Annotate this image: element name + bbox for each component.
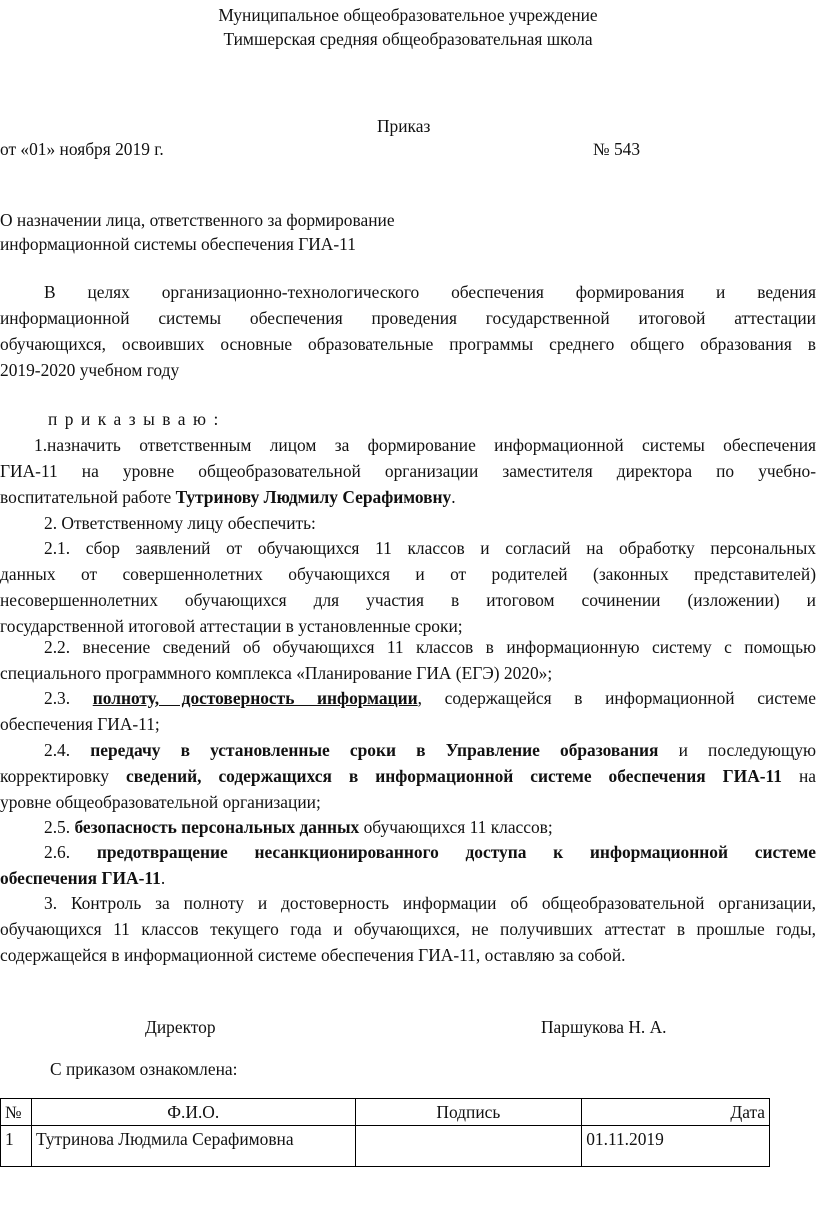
item-line [0,865,816,891]
item-2-2 [0,634,816,686]
preamble-line: информационной системы обеспечения проведения государственной итоговой аттестации [0,308,816,328]
emphasis-text: безопасность персональных данных [74,817,360,837]
item-2-4 [0,737,816,815]
table-header-cell: Ф.И.О. [31,1099,355,1126]
order-date: от «01» ноября 2019 г. [0,139,164,159]
emphasis-text: полноту, достоверность информации [92,688,418,708]
item-text: 2.3. [44,688,93,708]
item-line: несовершеннолетних обучающихся для участия в итоговом сочинении (изложении) и [0,590,816,610]
item-text: . [160,868,166,888]
preamble-line: обучающихся, освоивших основные образовательные программы среднего общего образования в [0,334,816,354]
item-text: 2.4. [44,740,91,760]
emphasis-text: передачу в установленные сроки в Управление образования [90,740,659,760]
signature-cell[interactable] [355,1126,582,1167]
item-1 [0,432,816,510]
org-name-line1: Муниципальное общеобразовательное учреждение [218,5,598,25]
subject-line2: информационной системы обеспечения ГИА-11 [0,234,356,254]
item-line: ГИА-11 на уровне общеобразовательной организации заместителя директора по учебно- [0,461,816,481]
org-name-line2: Тимшерская средняя общеобразовательная школа [223,29,593,49]
emphasis-text: обеспечения ГИА-11 [0,868,161,888]
order-title: Приказ [377,116,431,136]
item-2-5 [44,814,553,840]
item-line: 2.2. внесение сведений об обучающихся 11 классов в информационную систему с помощью [44,637,816,657]
item-line [0,484,816,510]
item-text: . [451,487,456,507]
table-row [1,1126,770,1167]
table-header-row [1,1099,770,1126]
item-text: обучающихся 11 классов; [359,817,553,837]
table-header-cell: Дата [582,1099,770,1126]
item-text: корректировку [0,766,126,786]
preamble-line: 2019-2020 учебном году [0,360,180,380]
item-line [0,763,816,789]
acknowledgement-label: С приказом ознакомлена: [50,1059,238,1079]
table-cell: Тутринова Людмила Серафимовна [31,1126,355,1167]
order-number: № 543 [593,139,641,159]
item-text: 2.6. [44,842,97,862]
signature-name: Паршукова Н. А. [541,1017,667,1037]
item-line [0,737,816,763]
table-cell: 1 [1,1126,32,1167]
item-text: 2.5. [44,817,75,837]
item-line: 2.1. сбор заявлений от обучающихся 11 классов и согласий на обработку персональных [44,538,816,558]
table-cell: 01.11.2019 [582,1126,770,1167]
item-3 [0,890,816,968]
item-line: специального программного комплекса «Планирование ГИА (ЕГЭ) 2020»; [0,663,553,683]
preamble-line: В целях организационно-технологического обеспечения формирования и ведения [44,282,816,302]
item-text: и последующую [658,740,816,760]
item-line: данных от совершеннолетних обучающихся и от родителей (законных представителей) [0,564,816,584]
item-line: уровне общеобразовательной организации; [0,792,321,812]
emphasis-text: сведений, содержащихся в информационной системе обеспечения ГИА-11 [125,766,782,786]
item-2-3 [0,685,816,737]
preamble-paragraph [0,279,816,383]
item-line: 1.назначить ответственным лицом за формирование информационной системы обеспечения [34,435,816,455]
item-text: , содержащейся в информационной системе [417,688,816,708]
item-2: 2. Ответственному лицу обеспечить: [44,513,316,533]
item-line: обеспечения ГИА-11; [0,714,160,734]
item-text: воспитательной работе [0,487,176,507]
item-2-6 [0,839,816,891]
item-line [0,839,816,865]
subject-line1: О назначении лица, ответственного за формирование [0,210,395,230]
responsible-person-name: Тутринову Людмилу Серафимовну [175,487,452,507]
emphasis-text: предотвращение несанкционированного доступа к информационной системе [96,842,816,862]
item-line [0,685,816,711]
order-word: приказываю: [48,409,226,429]
item-text: на [781,766,816,786]
table-header-cell: № [1,1099,32,1126]
signature-position: Директор [145,1017,216,1037]
item-line: содержащейся в информационной системе обеспечения ГИА-11, оставляю за собой. [0,945,626,965]
table-header-cell: Подпись [355,1099,582,1126]
item-line: государственной итоговой аттестации в установленные сроки; [0,616,463,636]
item-line: 3. Контроль за полноту и достоверность информации об общеобразовательной организации, [44,893,816,913]
acknowledgement-table [0,1098,770,1167]
item-2-1 [0,535,816,639]
item-line: обучающихся 11 классов текущего года и обучающихся, не получивших аттестат в прошлые годы, [0,919,816,939]
